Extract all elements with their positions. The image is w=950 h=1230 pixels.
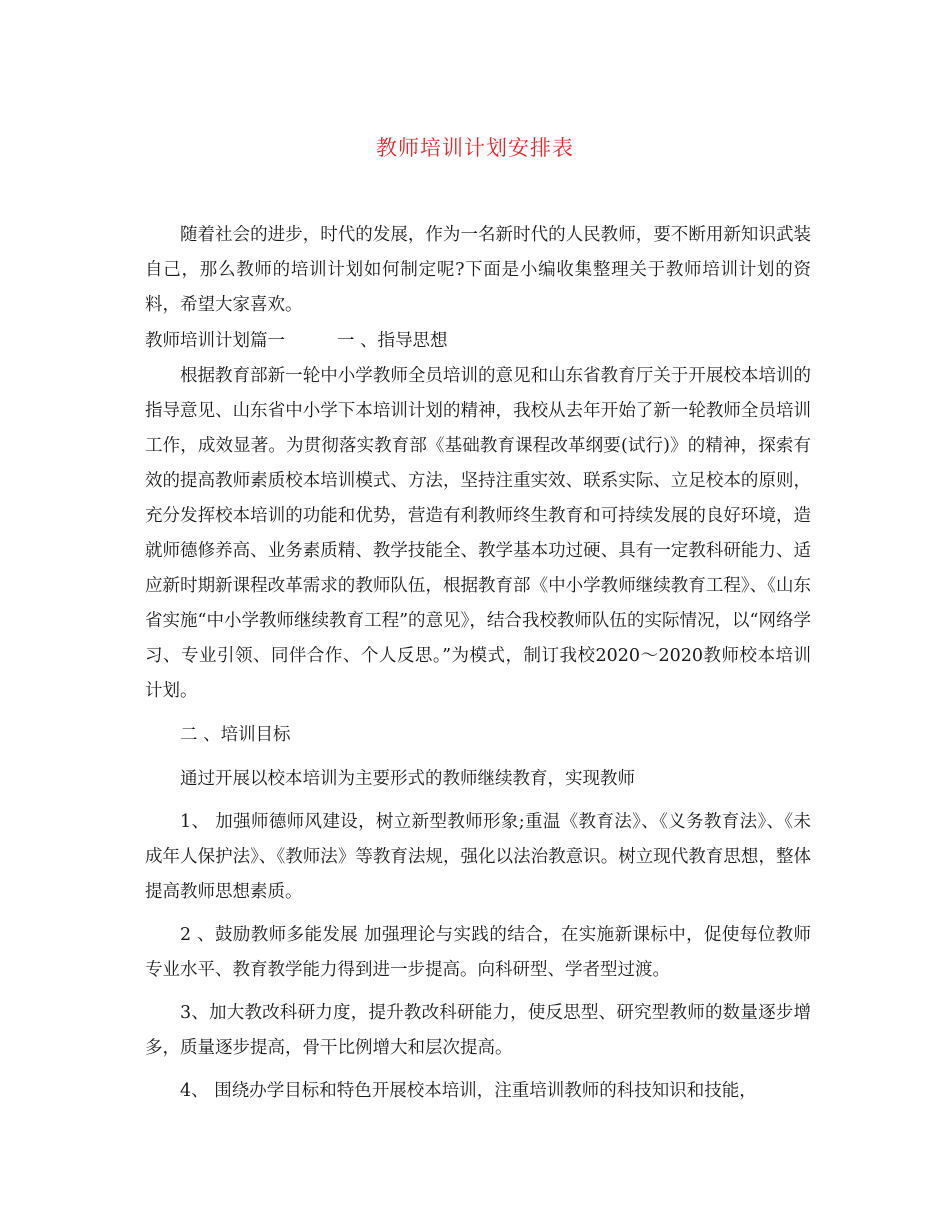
section-label-line [145, 323, 811, 359]
goal-item-3: 3、加大教改科研力度，提升教改科研能力，使反思型、研究型教师的数量逐步增多，质量逐步提高，骨干比例增大和层次提高。 [145, 1003, 811, 1058]
goal-item-4: 4、 围绕办学目标和特色开展校本培训，注重培训教师的科技知识和技能， [180, 1081, 757, 1101]
document-body [145, 218, 811, 1109]
section1-heading: 一 、指导思想 [337, 331, 448, 351]
section1-paragraph: 根据教育部新一轮中小学教师全员培训的意见和山东省教育厅关于开展校本培训的指导意见、山东省中小学下本培训计划的精神，我校从去年开始了新一轮教师全员培训工作，成效显著。为贯彻落实教育部《基础教育课程改革纲要(试行)》的精神，探索有效的提高教师素质校本培训模式、方法，坚持注重实效、联系实际、立足校本的原则，充分发挥校本培训的功能和优势，营造有利教师终生教育和可持续发展的良好环境，造就师德修养高、业务素质精、教学技能全、教学基本功过硬、具有一定教科研能力、适应新时期新课程改革需求的教师队伍，根据教育部《中小学教师继续教育工程》、《山东省实施“中小学教师继续教育工程”的意见》，结合我校教师队伍的实际情况，以“网络学习、专业引领、同伴合作、个人反思。”为模式，制订我校2020～2020教师校本培训计划。 [145, 366, 811, 701]
goal-item-1: 1、 加强师德师风建设，树立新型教师形象;重温《教育法》、《义务教育法》、《未成年人保护法》、《教师法》等教育法规，强化以法治教意识。树立现代教育思想，整体提高教师思想素质。 [145, 812, 811, 902]
intro-paragraph: 随着社会的进步，时代的发展，作为一名新时代的人民教师，要不断用新知识武装自己，那么教师的培训计划如何制定呢?下面是小编收集整理关于教师培训计划的资料，希望大家喜欢。 [145, 225, 811, 315]
goal-item-2: 2 、鼓励教师多能发展 加强理论与实践的结合，在实施新课标中，促使每位教师专业水平、教育教学能力得到进一步提高。向科研型、学者型过渡。 [145, 925, 811, 980]
section2-heading: 二 、培训目标 [180, 725, 291, 745]
document-title: 教师培训计划安排表 [376, 136, 574, 160]
section-label: 教师培训计划篇一 [145, 331, 285, 351]
section2-intro: 通过开展以校本培训为主要形式的教师继续教育，实现教师 [180, 769, 635, 789]
